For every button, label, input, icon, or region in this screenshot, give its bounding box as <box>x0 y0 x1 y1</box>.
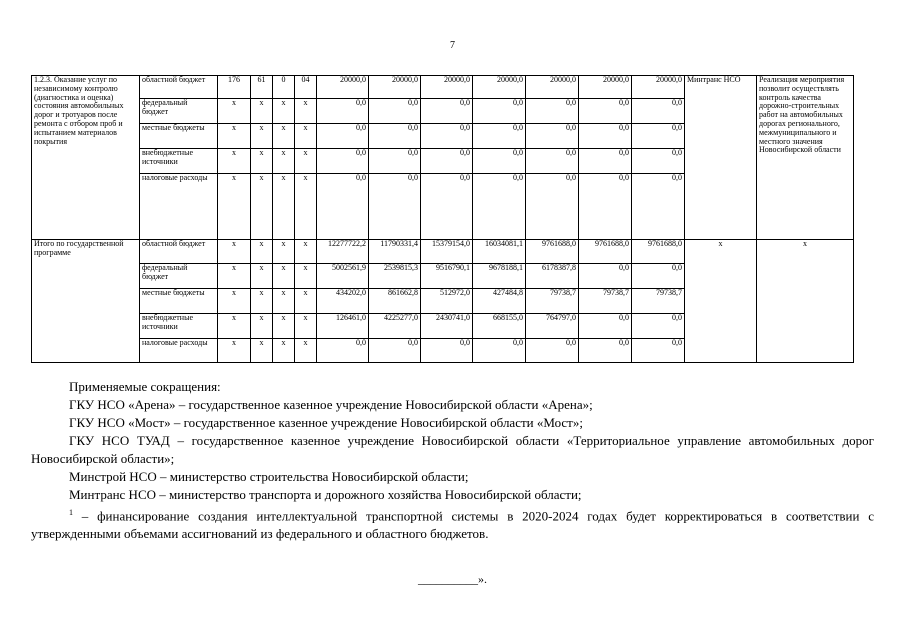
amount-cell: 0,0 <box>579 339 632 363</box>
code-cell: х <box>218 240 251 264</box>
amount-cell: 2430741,0 <box>421 314 473 339</box>
amount-cell: 0,0 <box>526 174 579 240</box>
footnote-mark: 1 <box>69 508 73 517</box>
amount-cell: 512972,0 <box>421 289 473 314</box>
amount-cell: 0,0 <box>579 264 632 289</box>
amount-cell: 0,0 <box>421 174 473 240</box>
amount-cell: 0,0 <box>526 339 579 363</box>
abbreviation-item: ГКУ НСО ТУАД – государственное казенное учреждение Новосибирской области «Территориальное управление автомобильных дорог Новосибирской области»; <box>31 433 874 466</box>
code-cell: х <box>273 314 295 339</box>
amount-cell: 0,0 <box>632 339 685 363</box>
amount-cell: 0,0 <box>473 149 526 174</box>
funding-source-cell: федеральный бюджет <box>140 264 218 289</box>
abbreviations-heading: Применяемые сокращения: <box>69 379 221 394</box>
abbreviations-section <box>31 378 874 543</box>
amount-cell: 20000,0 <box>473 76 526 99</box>
amount-cell: 0,0 <box>421 99 473 124</box>
code-cell: 61 <box>251 76 273 99</box>
code-cell: х <box>218 99 251 124</box>
amount-cell: 0,0 <box>317 99 369 124</box>
amount-cell: 2539815,3 <box>369 264 421 289</box>
code-cell: х <box>218 149 251 174</box>
code-cell: х <box>295 99 317 124</box>
code-cell: х <box>273 264 295 289</box>
code-cell: х <box>251 314 273 339</box>
code-cell: х <box>295 339 317 363</box>
executor-cell: х <box>685 240 757 363</box>
table-row <box>32 240 854 264</box>
amount-cell: 0,0 <box>526 149 579 174</box>
amount-cell: 0,0 <box>421 339 473 363</box>
amount-cell: 9761688,0 <box>632 240 685 264</box>
amount-cell: 20000,0 <box>632 76 685 99</box>
amount-cell: 4225277,0 <box>369 314 421 339</box>
code-cell: 176 <box>218 76 251 99</box>
code-cell: х <box>273 289 295 314</box>
code-cell: х <box>295 289 317 314</box>
funding-source-cell: налоговые расходы <box>140 174 218 240</box>
abbreviation-item: ГКУ НСО «Арена» – государственное казенное учреждение Новосибирской области «Арена»; <box>69 397 593 412</box>
document-end-mark: __________». <box>418 572 487 586</box>
code-cell: х <box>295 264 317 289</box>
amount-cell: 0,0 <box>317 124 369 149</box>
amount-cell: 0,0 <box>579 124 632 149</box>
amount-cell: 0,0 <box>632 124 685 149</box>
code-cell: х <box>218 124 251 149</box>
amount-cell: 79738,7 <box>579 289 632 314</box>
amount-cell: 0,0 <box>369 174 421 240</box>
code-cell: 04 <box>295 76 317 99</box>
amount-cell: 0,0 <box>632 149 685 174</box>
amount-cell: 20000,0 <box>369 76 421 99</box>
page-number: 7 <box>450 40 455 51</box>
amount-cell: 0,0 <box>632 314 685 339</box>
code-cell: х <box>251 264 273 289</box>
amount-cell: 0,0 <box>421 124 473 149</box>
amount-cell: 0,0 <box>369 124 421 149</box>
amount-cell: 9516790,1 <box>421 264 473 289</box>
amount-cell: 0,0 <box>473 124 526 149</box>
amount-cell: 20000,0 <box>317 76 369 99</box>
amount-cell: 5002561,9 <box>317 264 369 289</box>
amount-cell: 9761688,0 <box>526 240 579 264</box>
code-cell: х <box>273 174 295 240</box>
amount-cell: 0,0 <box>526 124 579 149</box>
funding-source-cell: областной бюджет <box>140 240 218 264</box>
amount-cell: 11790331,4 <box>369 240 421 264</box>
abbreviation-item: Минтранс НСО – министерство транспорта и дорожного хозяйства Новосибирской области; <box>69 487 582 502</box>
amount-cell: 0,0 <box>632 264 685 289</box>
amount-cell: 12277722,2 <box>317 240 369 264</box>
executor-cell: Минтранс НСО <box>685 76 757 240</box>
code-cell: х <box>218 264 251 289</box>
funding-source-cell: внебюджетные источники <box>140 314 218 339</box>
funding-source-cell: местные бюджеты <box>140 124 218 149</box>
code-cell: х <box>295 240 317 264</box>
code-cell: х <box>295 174 317 240</box>
code-cell: х <box>251 149 273 174</box>
code-cell: х <box>251 99 273 124</box>
funding-source-cell: федеральный бюджет <box>140 99 218 124</box>
code-cell: х <box>251 240 273 264</box>
amount-cell: 0,0 <box>473 99 526 124</box>
code-cell: 0 <box>273 76 295 99</box>
amount-cell: 764797,0 <box>526 314 579 339</box>
footnote <box>31 504 874 543</box>
amount-cell: 0,0 <box>632 99 685 124</box>
amount-cell: 668155,0 <box>473 314 526 339</box>
amount-cell: 15379154,0 <box>421 240 473 264</box>
funding-source-cell: налоговые расходы <box>140 339 218 363</box>
amount-cell: 0,0 <box>369 99 421 124</box>
amount-cell: 0,0 <box>579 99 632 124</box>
abbreviation-item: Минстрой НСО – министерство строительства Новосибирской области; <box>69 469 469 484</box>
result-cell: Реализация мероприятия позволит осуществлять контроль качества дорожно-строительных работ на автомобильных дорогах регионального, межмуниципального и местного значения Новосибирской области <box>757 76 854 240</box>
amount-cell: 20000,0 <box>579 76 632 99</box>
activity-name-cell: Итого по государственной программе <box>32 240 140 363</box>
funding-source-cell: внебюджетные источники <box>140 149 218 174</box>
amount-cell: 16034081,1 <box>473 240 526 264</box>
budget-table <box>31 75 854 363</box>
table-row <box>32 76 854 99</box>
amount-cell: 0,0 <box>579 174 632 240</box>
amount-cell: 20000,0 <box>421 76 473 99</box>
amount-cell: 0,0 <box>579 314 632 339</box>
code-cell: х <box>218 314 251 339</box>
amount-cell: 0,0 <box>317 339 369 363</box>
amount-cell: 9761688,0 <box>579 240 632 264</box>
footnote-text: – финансирование создания интеллектуальной транспортной системы в 2020-2024 годах будет корректироваться в соответствии с утвержденными объемами ассигнований из федерального и областного бюджетов. <box>31 508 874 542</box>
code-cell: х <box>295 314 317 339</box>
code-cell: х <box>295 124 317 149</box>
amount-cell: 6178387,8 <box>526 264 579 289</box>
amount-cell: 0,0 <box>526 99 579 124</box>
amount-cell: 0,0 <box>369 149 421 174</box>
code-cell: х <box>273 339 295 363</box>
amount-cell: 20000,0 <box>526 76 579 99</box>
amount-cell: 126461,0 <box>317 314 369 339</box>
amount-cell: 0,0 <box>473 174 526 240</box>
amount-cell: 0,0 <box>369 339 421 363</box>
amount-cell: 0,0 <box>317 174 369 240</box>
code-cell: х <box>273 124 295 149</box>
funding-source-cell: местные бюджеты <box>140 289 218 314</box>
amount-cell: 861662,8 <box>369 289 421 314</box>
amount-cell: 79738,7 <box>526 289 579 314</box>
code-cell: х <box>273 149 295 174</box>
amount-cell: 0,0 <box>421 149 473 174</box>
code-cell: х <box>251 124 273 149</box>
amount-cell: 0,0 <box>579 149 632 174</box>
amount-cell: 434202,0 <box>317 289 369 314</box>
code-cell: х <box>218 174 251 240</box>
code-cell: х <box>251 339 273 363</box>
code-cell: х <box>295 149 317 174</box>
amount-cell: 0,0 <box>317 149 369 174</box>
code-cell: х <box>273 240 295 264</box>
amount-cell: 0,0 <box>632 174 685 240</box>
code-cell: х <box>251 289 273 314</box>
funding-source-cell: областной бюджет <box>140 76 218 99</box>
code-cell: х <box>218 289 251 314</box>
amount-cell: 9678188,1 <box>473 264 526 289</box>
amount-cell: 427484,8 <box>473 289 526 314</box>
result-cell: х <box>757 240 854 363</box>
amount-cell: 0,0 <box>473 339 526 363</box>
amount-cell: 79738,7 <box>632 289 685 314</box>
code-cell: х <box>273 99 295 124</box>
activity-name-cell: 1.2.3. Оказание услуг по независимому контролю (диагностика и оценка) состояния автомобильных дорог и тротуаров после ремонта с отбором проб и испытанием материалов покрытия <box>32 76 140 240</box>
abbreviation-item: ГКУ НСО «Мост» – государственное казенное учреждение Новосибирской области «Мост»; <box>69 415 583 430</box>
code-cell: х <box>251 174 273 240</box>
code-cell: х <box>218 339 251 363</box>
